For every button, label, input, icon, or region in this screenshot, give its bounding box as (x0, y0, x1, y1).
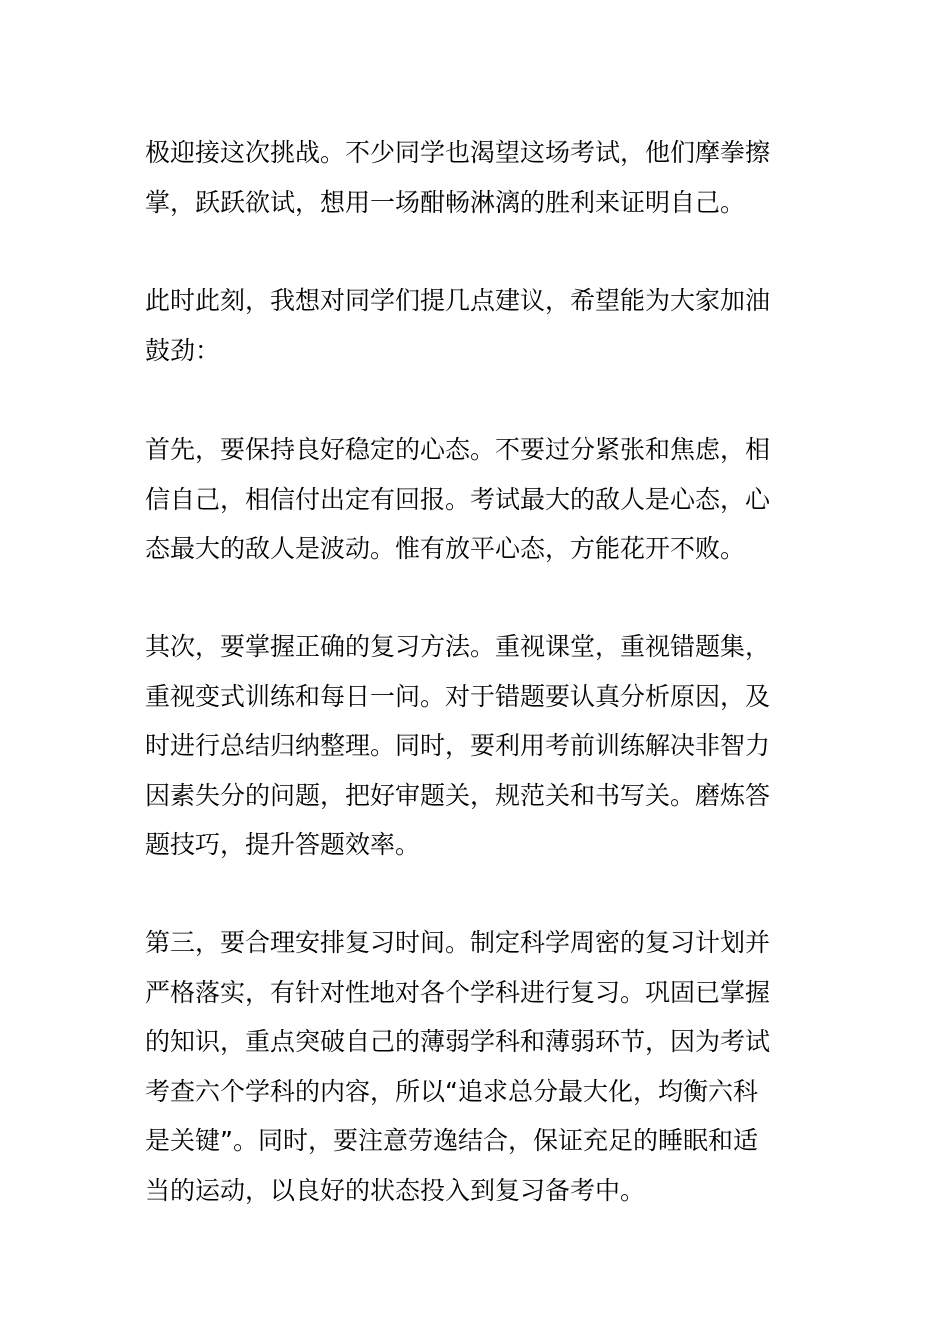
text-line: 是关键”。同时，要注意劳逸结合，保证充足的睡眠和适 (145, 1126, 758, 1155)
paragraph-third-schedule (145, 918, 810, 1215)
text-line: 其次，要掌握正确的复习方法。重视课堂，重视错题集， (145, 632, 771, 661)
text-line: 第三，要合理安排复习时间。制定科学周密的复习计划并 (145, 928, 771, 957)
text-line: 严格落实，有针对性地对各个学科进行复习。巩固已掌握 (145, 977, 771, 1007)
paragraph-second-methods (145, 622, 810, 870)
text-line: 的知识，重点突破自己的薄弱学科和薄弱环节，因为考试 (145, 1027, 771, 1056)
paragraph-first-mindset (145, 425, 810, 574)
text-line: 时进行总结归纳整理。同时，要利用考前训练解决非智力 (145, 731, 771, 760)
text-line: 鼓劲： (145, 335, 221, 365)
text-line: 首先，要保持良好稳定的心态。不要过分紧张和焦虑，相 (145, 435, 771, 464)
paragraph-suggestions-intro (145, 276, 810, 375)
text-line: 此时此刻，我想对同学们提几点建议，希望能为大家加油 (145, 286, 771, 315)
text-line: 重视变式训练和每日一问。对于错题要认真分析原因，及 (145, 681, 771, 711)
text-line: 因素失分的问题，把好审题关，规范关和书写关。磨炼答 (145, 780, 771, 810)
text-line: 考查六个学科的内容，所以“追求总分最大化，均衡六科 (145, 1076, 758, 1106)
text-line: 掌，跃跃欲试，想用一场酣畅淋漓的胜利来证明自己。 (145, 187, 746, 217)
text-line: 极迎接这次挑战。不少同学也渴望这场考试，他们摩拳擦 (145, 138, 771, 167)
text-line: 态最大的敌人是波动。惟有放平心态，方能花开不败。 (145, 534, 746, 563)
text-line: 题技巧，提升答题效率。 (145, 830, 421, 859)
text-line: 信自己，相信付出定有回报。考试最大的敌人是心态，心 (145, 484, 771, 514)
paragraph-challenge (145, 128, 810, 227)
text-line: 当的运动，以良好的状态投入到复习备考中。 (145, 1175, 646, 1205)
